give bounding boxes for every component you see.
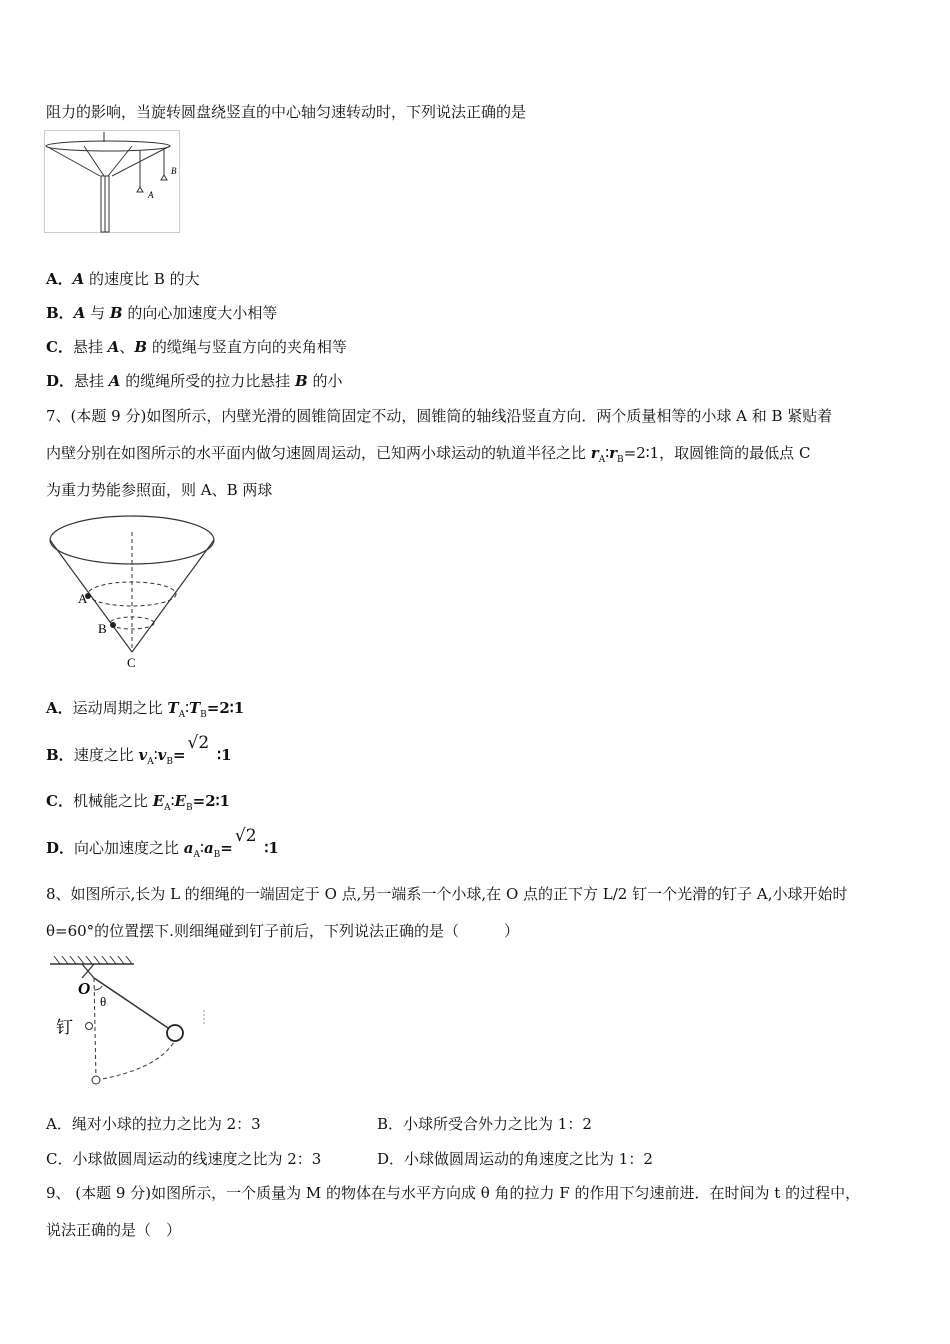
q9-stem-line2: 说法正确的是（ ） [46, 1221, 182, 1239]
sqrt-two-b: √2 [187, 733, 210, 753]
q6-option-b: B．A 与 B 的向心加速度大小相等 [46, 304, 278, 322]
pendulum-figure [46, 952, 212, 1090]
rotating-disk-figure [44, 130, 184, 236]
pendulum-label-nail: 钉 [56, 1018, 73, 1037]
q6-option-a: A．A 的速度比 B 的大 [46, 270, 200, 288]
q7-option-d: D．向心加速度之比 $a_A∶a_B=√2∶1$ [46, 826, 279, 860]
intro-text: 阻力的影响，当旋转圆盘绕竖直的中心轴匀速转动时，下列说法正确的是 [46, 103, 527, 121]
q6-option-d: D．悬挂 A 的缆绳所受的拉力比悬挂 B 的小 [46, 372, 343, 390]
cone-figure [48, 512, 220, 672]
sqrt-two-d: √2 [234, 826, 257, 846]
q8-option-d: D．小球做圆周运动的角速度之比为 1：2 [377, 1150, 653, 1168]
cone-label-a: A [78, 591, 88, 606]
q8-option-a: A．绳对小球的拉力之比为 2：3 [46, 1115, 261, 1133]
cone-label-c: C [127, 655, 136, 670]
q7-option-a: A．运动周期之比 $T_A∶T_B=2∶1$ [46, 699, 245, 720]
q6-option-c: C．悬挂 A、B 的缆绳与竖直方向的夹角相等 [46, 338, 347, 356]
q9-stem-line1: 9、 (本题 9 分)如图所示，一个质量为 M 的物体在与水平方向成 θ 角的拉力 F 的作用下匀速前进．在时间为 t 的过程中， [46, 1184, 861, 1202]
q7-stem-line3: 为重力势能参照面，则 A、B 两球 [46, 481, 273, 499]
q7-stem-line2: 内壁分别在如图所示的水平面内做匀速圆周运动，已知两小球运动的轨道半径之比 $r_A∶r_B=2∶1$，取圆锥筒的最低点 C [46, 444, 811, 465]
q8-stem-line1: 8、如图所示,长为 L 的细绳的一端固定于 O 点,另一端系一个小球,在 O 点的正下方 L/2 钉一个光滑的钉子 A,小球开始时 [46, 885, 848, 903]
q7-option-c: C．机械能之比 $E_A∶E_B=2∶1$ [46, 792, 230, 813]
pendulum-label-theta: θ [100, 994, 107, 1009]
cone-label-b: B [98, 621, 107, 636]
q8-option-c: C．小球做圆周运动的线速度之比为 2：3 [46, 1150, 322, 1168]
q7-stem-line1: 7、(本题 9 分)如图所示，内壁光滑的圆锥筒固定不动，圆锥筒的轴线沿竖直方向．两个质量相等的小球 A 和 B 紧贴着 [46, 407, 833, 425]
fig1-label-b: B [171, 166, 177, 176]
pendulum-label-o: O [78, 979, 91, 998]
fig1-label-a: A [148, 190, 154, 200]
q7-option-b: B．速度之比 $v_A∶v_B=√2∶1$ [46, 733, 232, 767]
q8-option-b: B．小球所受合外力之比为 1：2 [377, 1115, 592, 1133]
q8-stem-line2: θ=60°的位置摆下.则细绳碰到钉子前后，下列说法正确的是（ ） [46, 922, 519, 940]
